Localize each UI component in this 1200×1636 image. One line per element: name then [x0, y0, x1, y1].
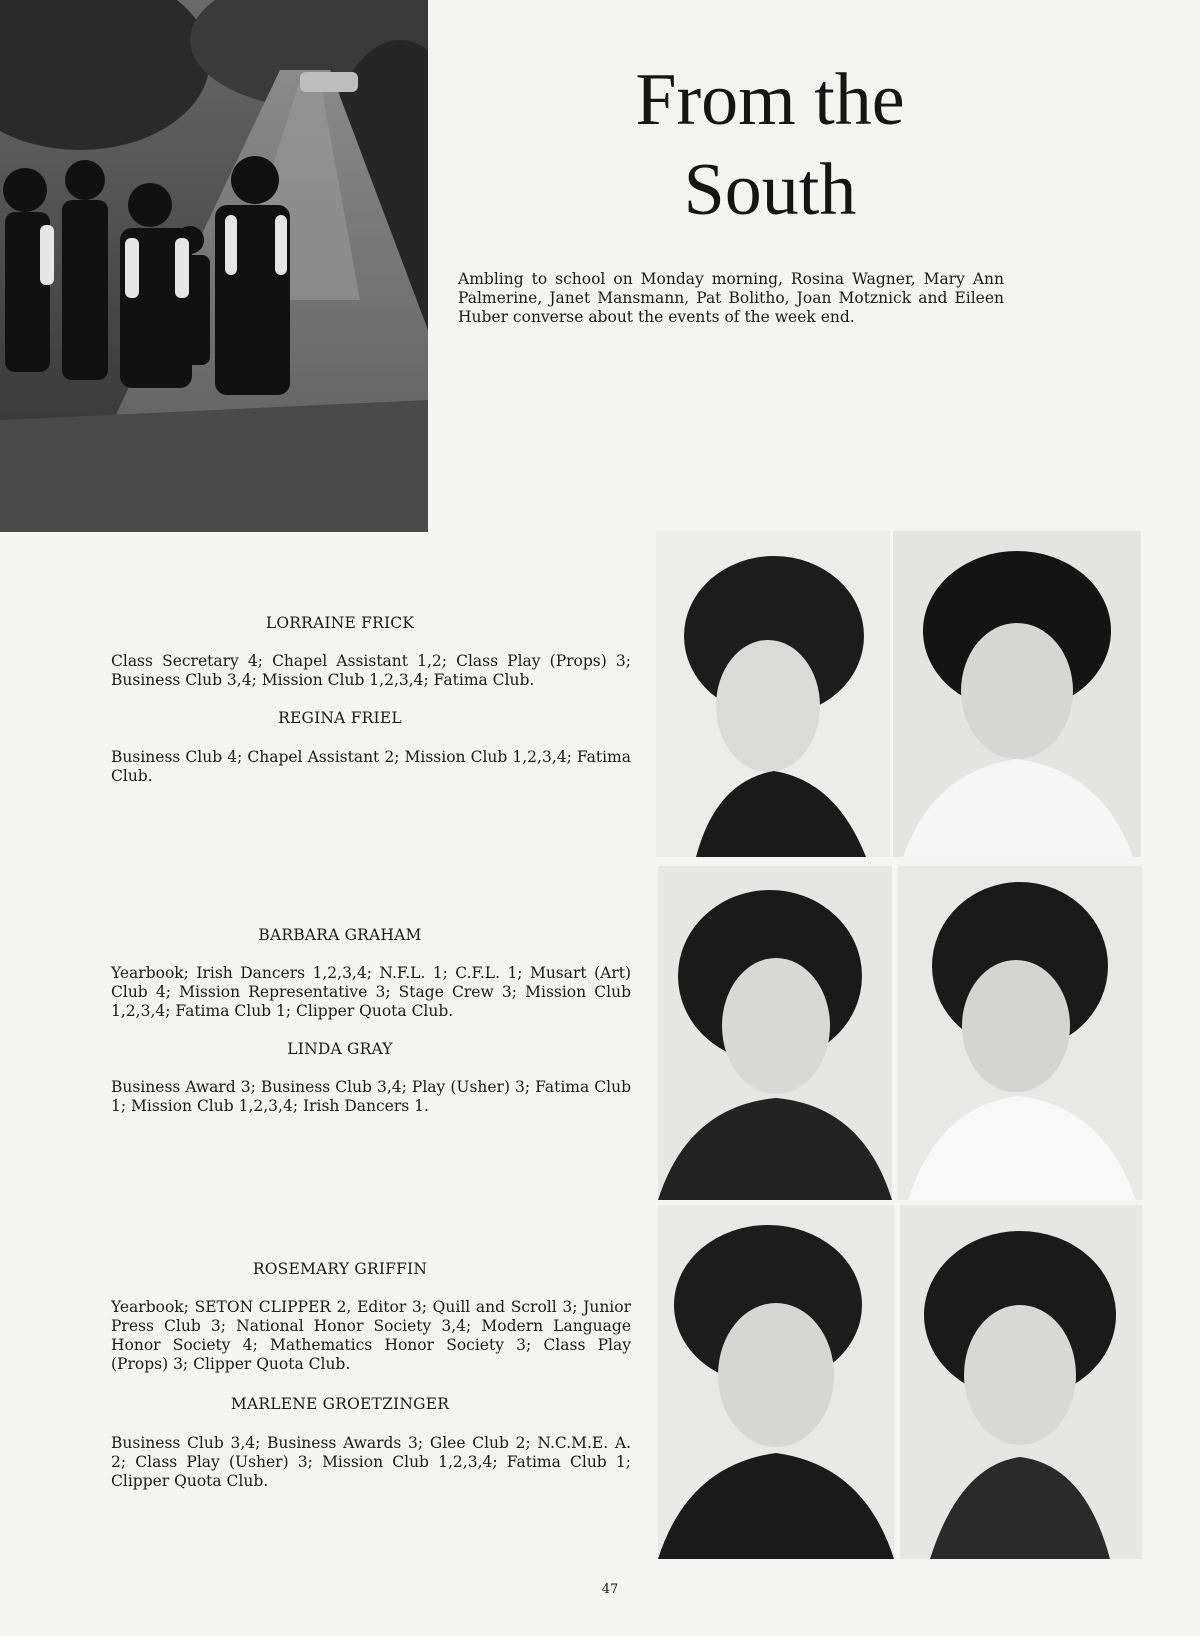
- student-name: MARLENE GROETZINGER: [230, 1395, 450, 1413]
- student-name: LORRAINE FRICK: [265, 614, 415, 632]
- student-name: REGINA FRIEL: [278, 709, 402, 727]
- student-activities: Class Secretary 4; Chapel Assistant 1,2; Class Play (Props) 3; Business Club 3,4; Mission Club 1,2,3,4; Fatima Club.: [111, 652, 631, 689]
- student-name: BARBARA GRAHAM: [258, 926, 422, 944]
- portrait-photo: [658, 1205, 894, 1559]
- portrait-photo: [658, 866, 892, 1200]
- student-activities: Business Award 3; Business Club 3,4; Play (Usher) 3; Fatima Club 1; Mission Club 1,2,3,4; Irish Dancers 1.: [111, 1078, 631, 1115]
- portrait-photo: [898, 866, 1142, 1200]
- student-name: ROSEMARY GRIFFIN: [252, 1260, 428, 1278]
- student-activities: Yearbook; SETON CLIPPER 2, Editor 3; Quill and Scroll 3; Junior Press Club 3; National Honor Society 3,4; Modern Language Honor Society 4; Mathematics Honor Society 3; Class Play (Props) 3; Clipper Quota Club.: [111, 1298, 631, 1373]
- headline-line-2: South: [683, 149, 857, 231]
- page-headline: [560, 55, 980, 235]
- student-activities: Business Club 4; Chapel Assistant 2; Mission Club 1,2,3,4; Fatima Club.: [111, 748, 631, 785]
- student-name: LINDA GRAY: [287, 1040, 393, 1058]
- portrait-photo: [900, 1205, 1142, 1559]
- student-activities: Business Club 3,4; Business Awards 3; Glee Club 2; N.C.M.E. A. 2; Class Play (Usher) 3; Mission Club 1,2,3,4; Fatima Club 1; Clipper Quota Club.: [111, 1434, 631, 1490]
- headline-line-1: From the: [635, 59, 905, 141]
- portrait-photo: [656, 531, 890, 857]
- portrait-photo: [893, 531, 1141, 857]
- group-walking-photo: [0, 0, 428, 532]
- student-activities: Yearbook; Irish Dancers 1,2,3,4; N.F.L. 1; C.F.L. 1; Musart (Art) Club 4; Mission Representative 3; Stage Crew 3; Mission Club 1,2,3,4; Fatima Club 1; Clipper Quota Club.: [111, 964, 631, 1020]
- page-number: 47: [601, 1582, 619, 1597]
- photo-caption: Ambling to school on Monday morning, Rosina Wagner, Mary Ann Palmerine, Janet Mansmann, Pat Bolitho, Joan Motznick and Eileen Huber converse about the events of the week end.: [458, 270, 1004, 326]
